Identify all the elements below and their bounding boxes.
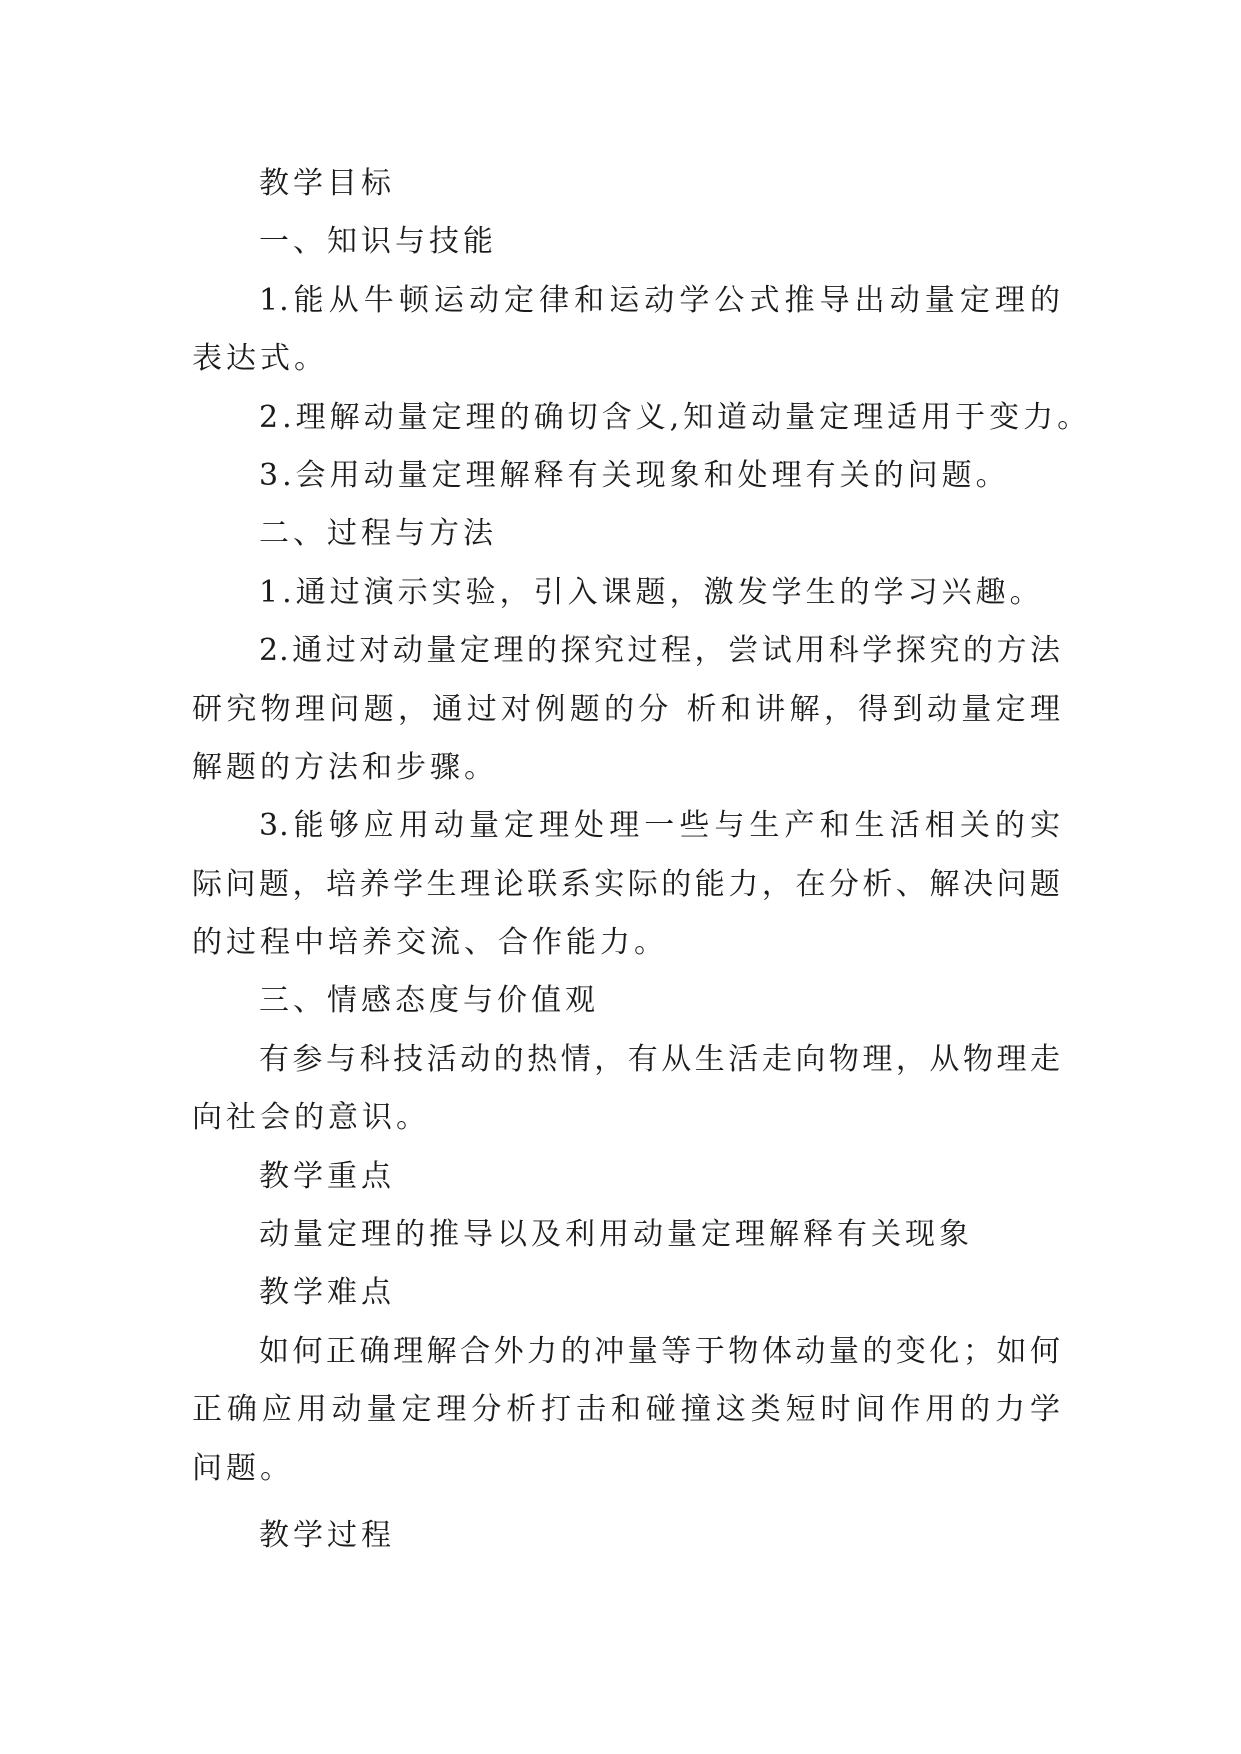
text-line: 有参与科技活动的热情，有从生活走向物理，从物理走 [259,1041,1061,1077]
text-line: 一、知识与技能 [259,224,497,260]
text-line: 向社会的意识。 [192,1100,430,1136]
text-line: 问题。 [192,1450,294,1486]
paragraph [192,972,1061,1030]
paragraph [192,447,1061,505]
text-line: 二、过程与方法 [259,516,497,552]
text-line: 教学难点 [259,1275,395,1311]
text-line: 解题的方法和步骤。 [192,749,498,785]
paragraph [192,1507,1061,1565]
paragraph [192,213,1061,271]
paragraph [192,622,1061,797]
text-line: 际问题，培养学生理论联系实际的能力，在分析、解决问题 [192,866,1061,902]
document-body [192,155,1092,1565]
paragraph [192,155,1061,213]
paragraph [192,1031,1061,1148]
text-line: 教学过程 [259,1517,395,1553]
text-line: 教学重点 [259,1158,395,1194]
text-line: 的过程中培养交流、合作能力。 [192,925,668,961]
paragraph [192,389,1092,447]
text-line: 1.通过演示实验，引入课题，激发学生的学习兴趣。 [259,574,1044,610]
text-line: 2.理解动量定理的确切含义,知道动量定理适用于变力。 [259,399,1092,435]
paragraph [192,564,1061,622]
paragraph [192,797,1061,972]
text-line: 三、情感态度与价值观 [259,983,599,1019]
paragraph [192,1323,1061,1498]
text-line: 教学目标 [259,166,395,201]
paragraph [192,272,1061,389]
paragraph [192,505,1061,563]
text-line: 正确应用动量定理分析打击和碰撞这类短时间作用的力学 [192,1392,1061,1428]
paragraph [192,1206,1061,1264]
text-line: 如何正确理解合外力的冲量等于物体动量的变化；如何 [259,1333,1061,1369]
text-line: 表达式。 [192,341,328,377]
text-line: 1.能从牛顿运动定律和运动学公式推导出动量定理的 [259,282,1061,318]
text-line: 研究物理问题，通过对例题的分 析和讲解，得到动量定理 [192,691,1061,727]
paragraph [192,1148,1061,1206]
text-line: 动量定理的推导以及利用动量定理解释有关现象 [259,1217,973,1253]
text-line: 3.会用动量定理解释有关现象和处理有关的问题。 [259,457,1010,493]
paragraph [192,1264,1061,1322]
text-line: 3.能够应用动量定理处理一些与生产和生活相关的实 [259,808,1061,844]
text-line: 2.通过对动量定理的探究过程，尝试用科学探究的方法 [259,633,1061,669]
